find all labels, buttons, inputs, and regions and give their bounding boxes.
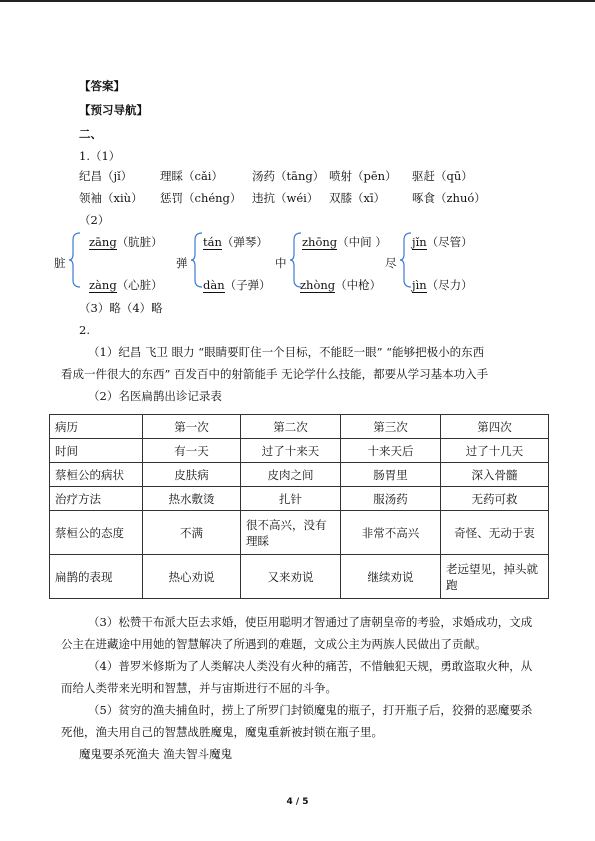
table-cell: 老远望见，掉头就跑: [441, 555, 549, 599]
paragraph-line: 看成一件很大的东西” 百发百中的射箭能手 无论学什么技能，都要从学习基本功入手: [61, 367, 489, 381]
pinyin-item: 驱赶（qū）: [412, 169, 473, 183]
polyphone-reading: dàn（子弹）: [203, 278, 271, 292]
table-cell: 有一天: [143, 439, 241, 463]
table-cell: 过了十来天: [241, 439, 341, 463]
table-cell: 扁鹊的表现: [50, 555, 143, 599]
table-cell: 热水敷烫: [143, 487, 241, 511]
table-cell: 深入骨髓: [441, 463, 549, 487]
q1-sub34: （3）略（4）略: [79, 301, 163, 315]
table-cell: 继续劝说: [341, 555, 441, 599]
top-rule: [0, 0, 595, 2]
polyphone-reading: jìn（尽力）: [412, 278, 473, 292]
diagnosis-table: [49, 414, 549, 599]
table-cell: 过了十几天: [441, 439, 549, 463]
table-row: [50, 511, 549, 555]
q2-label: 2.: [79, 323, 90, 337]
paragraph-line: （4）普罗米修斯为了人类解决人类没有火种的痛苦，不惜触犯天规，勇敢盗取火种，从: [88, 659, 533, 673]
pinyin-item: 纪昌（jǐ）: [79, 169, 133, 183]
paragraph-line: （5）贫穷的渔夫捕鱼时，捞上了所罗门封锁魔鬼的瓶子，打开瓶子后，狡猾的恶魔要杀: [88, 703, 533, 717]
table-cell: 肠胃里: [341, 463, 441, 487]
table-cell: 很不高兴，没有理睬: [241, 511, 341, 555]
table-cell: 奇怪、无动于衷: [441, 511, 549, 555]
paragraph-line: 魔鬼要杀死渔夫 渔夫智斗魔鬼: [79, 747, 233, 761]
polyphone-reading: zhòng（中枪）: [300, 278, 382, 292]
polyphone-reading: tán（弹琴）: [203, 235, 268, 249]
table-header-cell: 第三次: [341, 415, 441, 439]
pinyin-item: 双膝（xī）: [329, 191, 386, 205]
pinyin-item: 惩罚（chéng）: [160, 191, 242, 205]
table-cell: 非常不高兴: [341, 511, 441, 555]
table-header-cell: 第一次: [143, 415, 241, 439]
table-row: [50, 555, 549, 599]
table-cell: 时间: [50, 439, 143, 463]
pinyin-item: 违抗（wéi）: [252, 191, 319, 205]
table-cell: 蔡桓公的病状: [50, 463, 143, 487]
table-cell: 扎针: [241, 487, 341, 511]
polyphone-reading: zhōng（中间 ）: [302, 235, 387, 249]
pinyin-item: 领袖（xiù）: [79, 191, 143, 205]
pinyin-item: 喷射（pēn）: [329, 169, 397, 183]
table-cell: 皮肉之间: [241, 463, 341, 487]
paragraph-line: （3）松赞干布派大臣去求婚，使臣用聪明才智通过了唐朝皇帝的考验，求婚成功，文成: [88, 615, 533, 629]
table-row: [50, 487, 549, 511]
left-brace-icon: [191, 232, 203, 288]
q1-sub2-label: （2）: [79, 213, 110, 227]
table-cell: 皮肤病: [143, 463, 241, 487]
table-caption: （2）名医扁鹊出诊记录表: [88, 389, 222, 403]
table-cell: 无药可救: [441, 487, 549, 511]
table-cell: 蔡桓公的态度: [50, 511, 143, 555]
pinyin-item: 理睬（cǎi）: [160, 169, 223, 183]
table-row: [50, 439, 549, 463]
polyphone-char: 脏: [54, 256, 66, 270]
section-heading: 二、: [79, 127, 102, 141]
page-number: 4 / 5: [286, 797, 309, 807]
table-cell: 十来天后: [341, 439, 441, 463]
polyphone-char: 中: [275, 256, 287, 270]
table-header-cell: 第四次: [441, 415, 549, 439]
paragraph-line: （1）纪昌 飞卫 眼力 “眼睛要盯住一个目标，不能眨一眼” “能够把极小的东西: [88, 345, 485, 359]
polyphone-char: 尽: [385, 256, 397, 270]
table-cell: 治疗方法: [50, 487, 143, 511]
polyphone-reading: zāng（肮脏）: [89, 235, 163, 249]
table-row: [50, 463, 549, 487]
pinyin-item: 啄食（zhuó）: [412, 191, 486, 205]
left-brace-icon: [400, 232, 412, 288]
table-cell: 热心劝说: [143, 555, 241, 599]
table-header-cell: 病历: [50, 415, 143, 439]
paragraph-line: 公主在进藏途中用她的智慧解决了所遇到的难题，文成公主为两族人民做出了贡献。: [61, 637, 487, 651]
paragraph-line: 死他，渔夫用自己的智慧战胜魔鬼，魔鬼重新被封锁在瓶子里。: [61, 725, 383, 739]
polyphone-reading: jǐn（尽管）: [412, 235, 473, 249]
table-header-row: [50, 415, 549, 439]
table-cell: 不满: [143, 511, 241, 555]
preview-heading: 【预习导航】: [79, 103, 148, 117]
polyphone-char: 弹: [176, 256, 188, 270]
q1-label: 1.（1）: [79, 149, 121, 163]
polyphone-reading: zàng（心脏）: [89, 278, 163, 292]
answer-heading: 【答案】: [79, 79, 125, 93]
left-brace-icon: [69, 232, 81, 288]
pinyin-item: 汤药（tāng）: [252, 169, 325, 183]
table-cell: 又来劝说: [241, 555, 341, 599]
table-header-cell: 第二次: [241, 415, 341, 439]
table-cell: 服汤药: [341, 487, 441, 511]
paragraph-line: 而给人类带来光明和智慧，并与宙斯进行不屈的斗争。: [61, 681, 337, 695]
